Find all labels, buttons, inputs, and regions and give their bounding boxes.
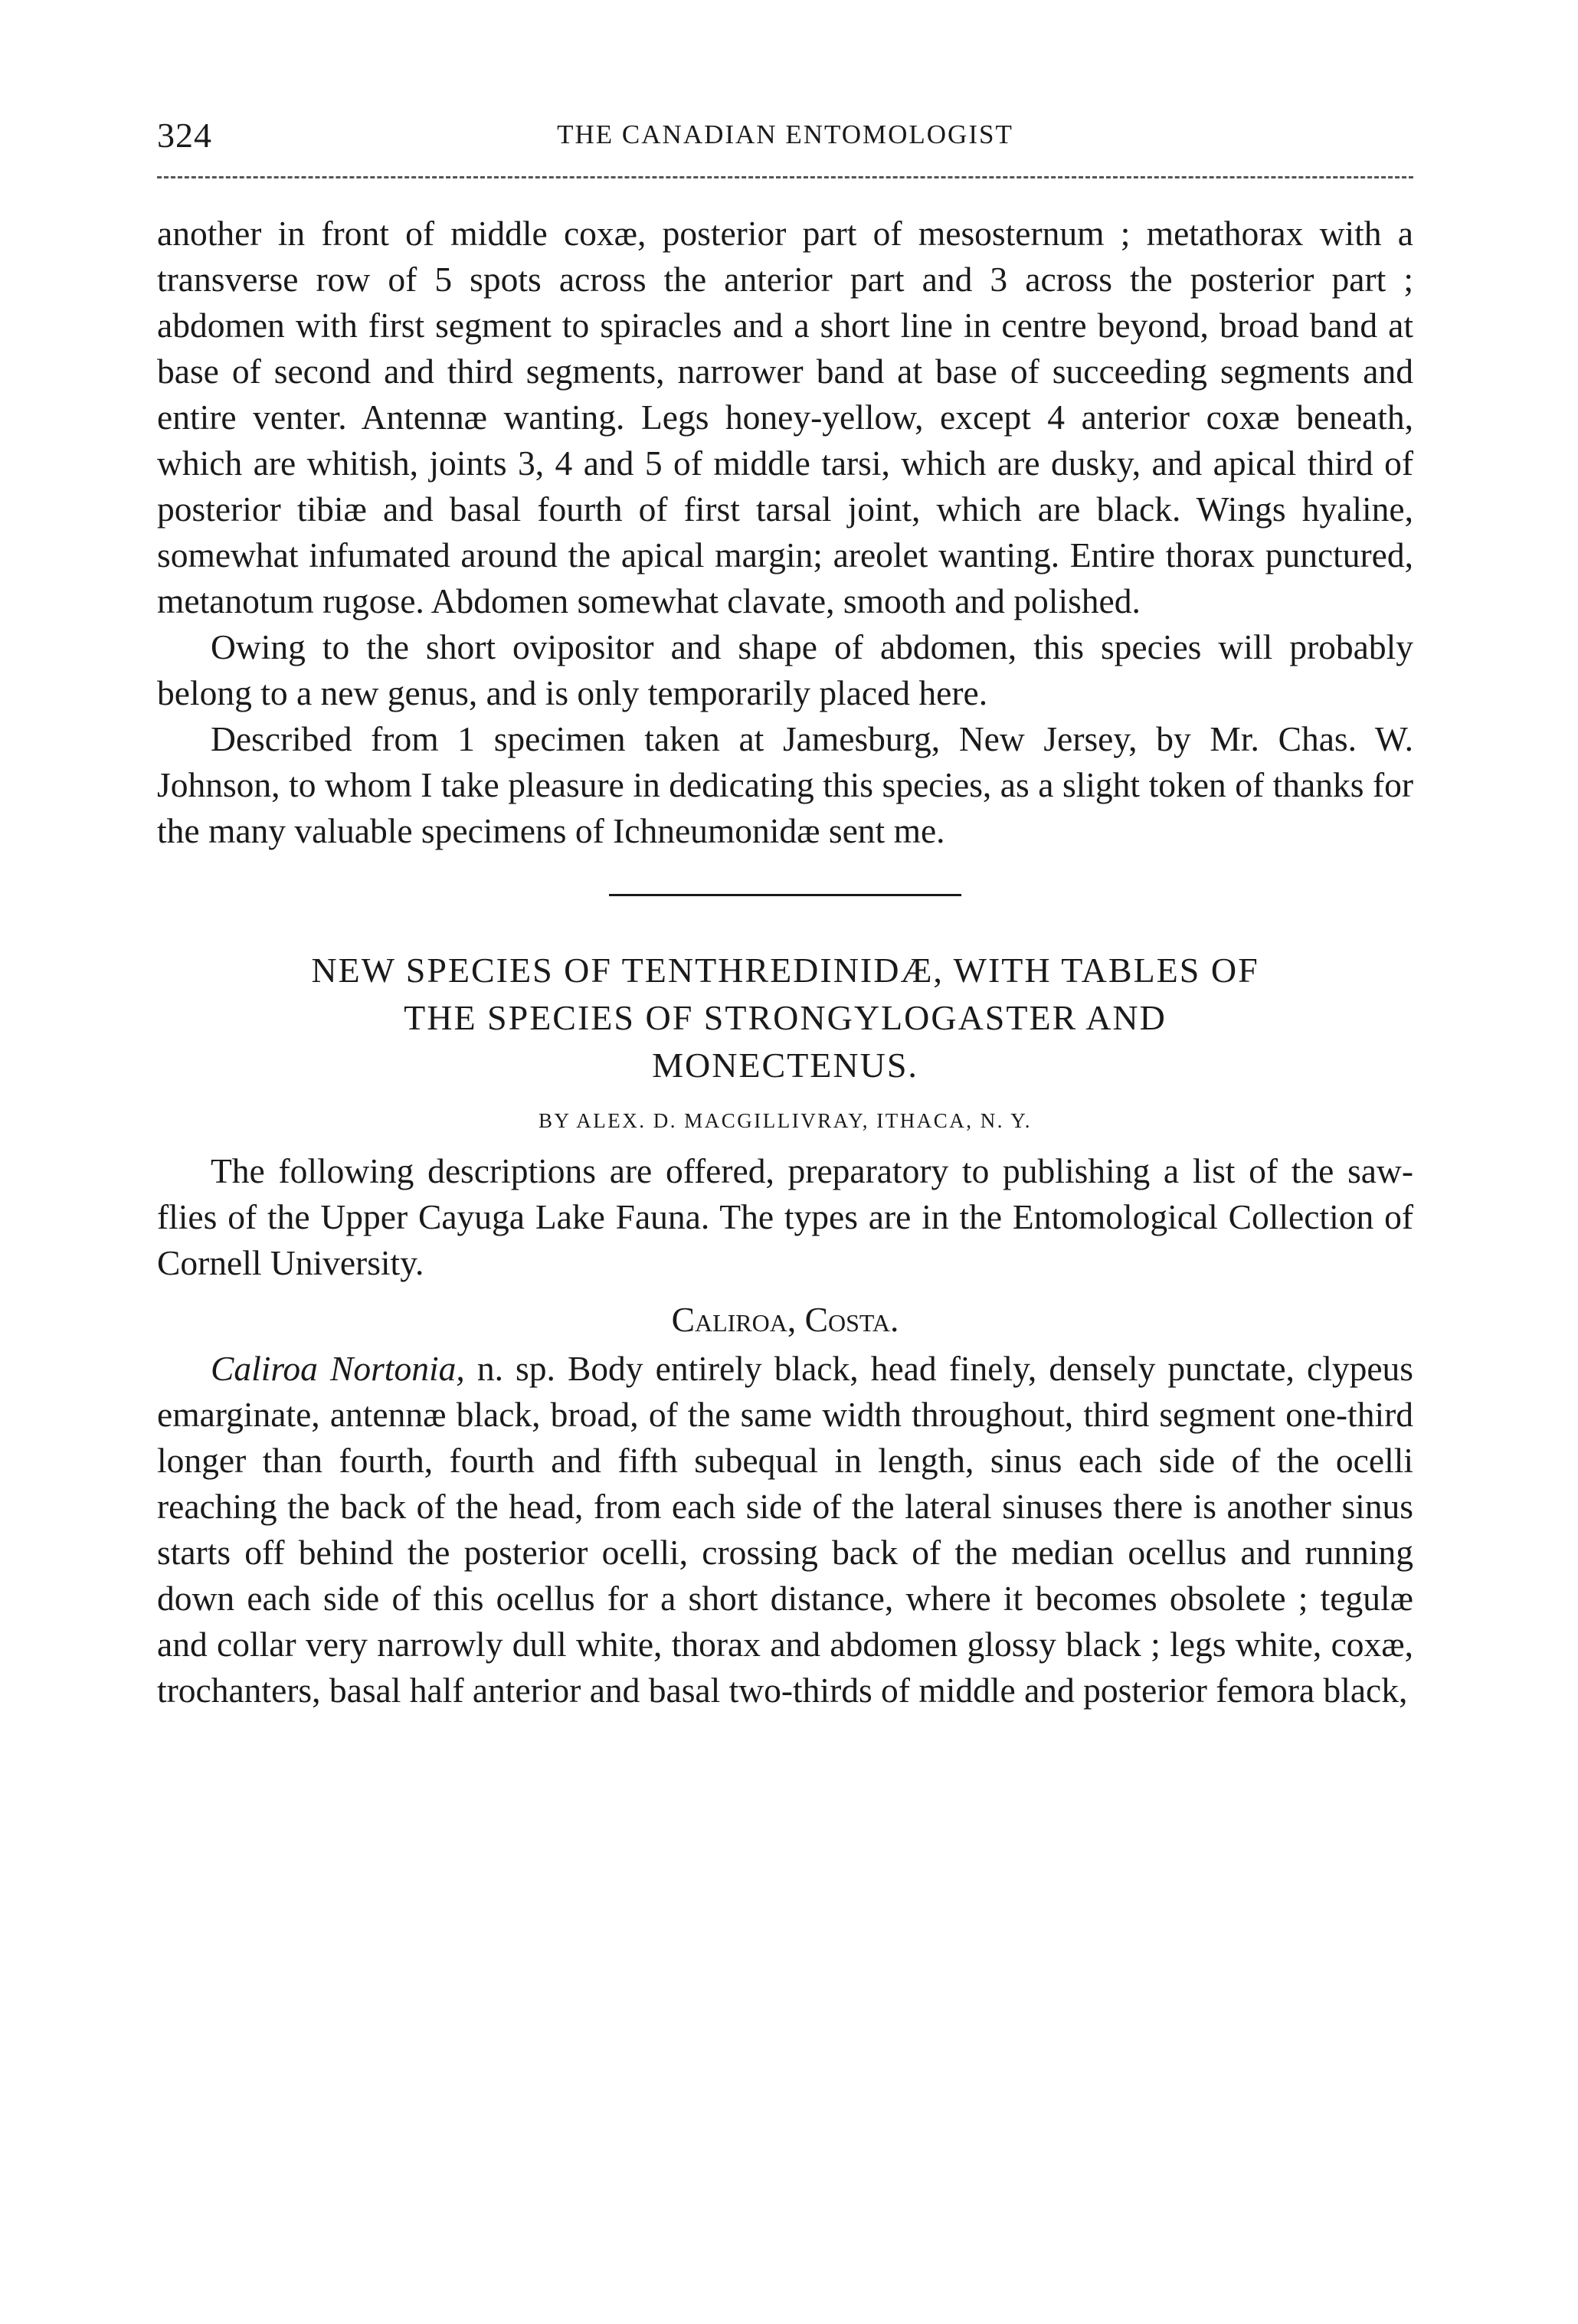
article-title-line-2: THE SPECIES OF STRONGYLOGASTER AND bbox=[404, 998, 1167, 1037]
specimen-paragraph: Described from 1 specimen taken at Jamesburg, New Jersey, by Mr. Chas. W. Johnson, to whom I take pleasure in dedicating this species, as a slight token of thanks for the many valuable specimens of Ichneumonidæ sent me. bbox=[157, 719, 1413, 850]
article-byline: BY ALEX. D. MACGILLIVRAY, ITHACA, N. Y. bbox=[538, 1109, 1033, 1132]
species-description bbox=[157, 1346, 1413, 1714]
remark-paragraph: Owing to the short ovipositor and shape of abdomen, this species will probably belong to a new genus, and is only temporarily placed here. bbox=[157, 627, 1413, 712]
page-number: 324 bbox=[157, 116, 212, 155]
article-title-line-3: MONECTENUS. bbox=[652, 1046, 918, 1085]
header-rule bbox=[157, 176, 1413, 178]
intro-paragraph: The following descriptions are offered, preparatory to publishing a list of the saw-flies of the Upper Cayuga Lake Fauna. The types are in the Entomological Collection of Cornell University. bbox=[157, 1151, 1413, 1282]
species-description-text: n. sp. Body entirely black, head finely, densely punctate, clypeus emarginate, antennæ black, broad, of the same width throughout, third segment one-third longer than fourth, fourth and fifth subequal in length, sinus each side of the ocelli reaching the back of the head, from each side of the lateral sinuses there is another sinus starts off behind the posterior ocelli, crossing back of the median ocellus and running down each side of this ocellus for a short distance, where it becomes obsolete ; tegulæ and collar very narrowly dull white, thorax and abdomen glossy black ; legs white, coxæ, trochanters, basal half anterior and basal two-thirds of middle and posterior femora black, bbox=[157, 1349, 1413, 1710]
genus-heading: Caliroa, Costa. bbox=[671, 1300, 899, 1339]
journal-title: THE CANADIAN ENTOMOLOGIST bbox=[557, 119, 1013, 149]
article-separator-rule bbox=[609, 894, 961, 896]
continuation-paragraph: another in front of middle coxæ, posterior part of mesosternum ; metathorax with a transverse row of 5 spots across the anterior part and 3 across the posterior part ; abdomen with first segment to spiracles and a short line in centre beyond, broad band at base of second and third segments, narrower band at base of succeeding segments and entire venter. Antennæ wanting. Legs honey-yellow, except 4 anterior coxæ beneath, which are whitish, joints 3, 4 and 5 of middle tarsi, which are dusky, and apical third of posterior tibiæ and basal fourth of first tarsal joint, which are black. Wings hyaline, somewhat infumated around the apical margin; areolet wanting. Entire thorax punctured, metanotum rugose. Abdomen somewhat clavate, smooth and polished. bbox=[157, 214, 1413, 620]
article-title bbox=[157, 947, 1413, 1089]
species-name: Caliroa Nortonia, bbox=[211, 1349, 465, 1388]
article-title-line-1: NEW SPECIES OF TENTHREDINIDÆ, WITH TABLES OF bbox=[311, 951, 1259, 990]
running-head bbox=[157, 115, 1413, 169]
journal-page bbox=[157, 115, 1413, 1714]
